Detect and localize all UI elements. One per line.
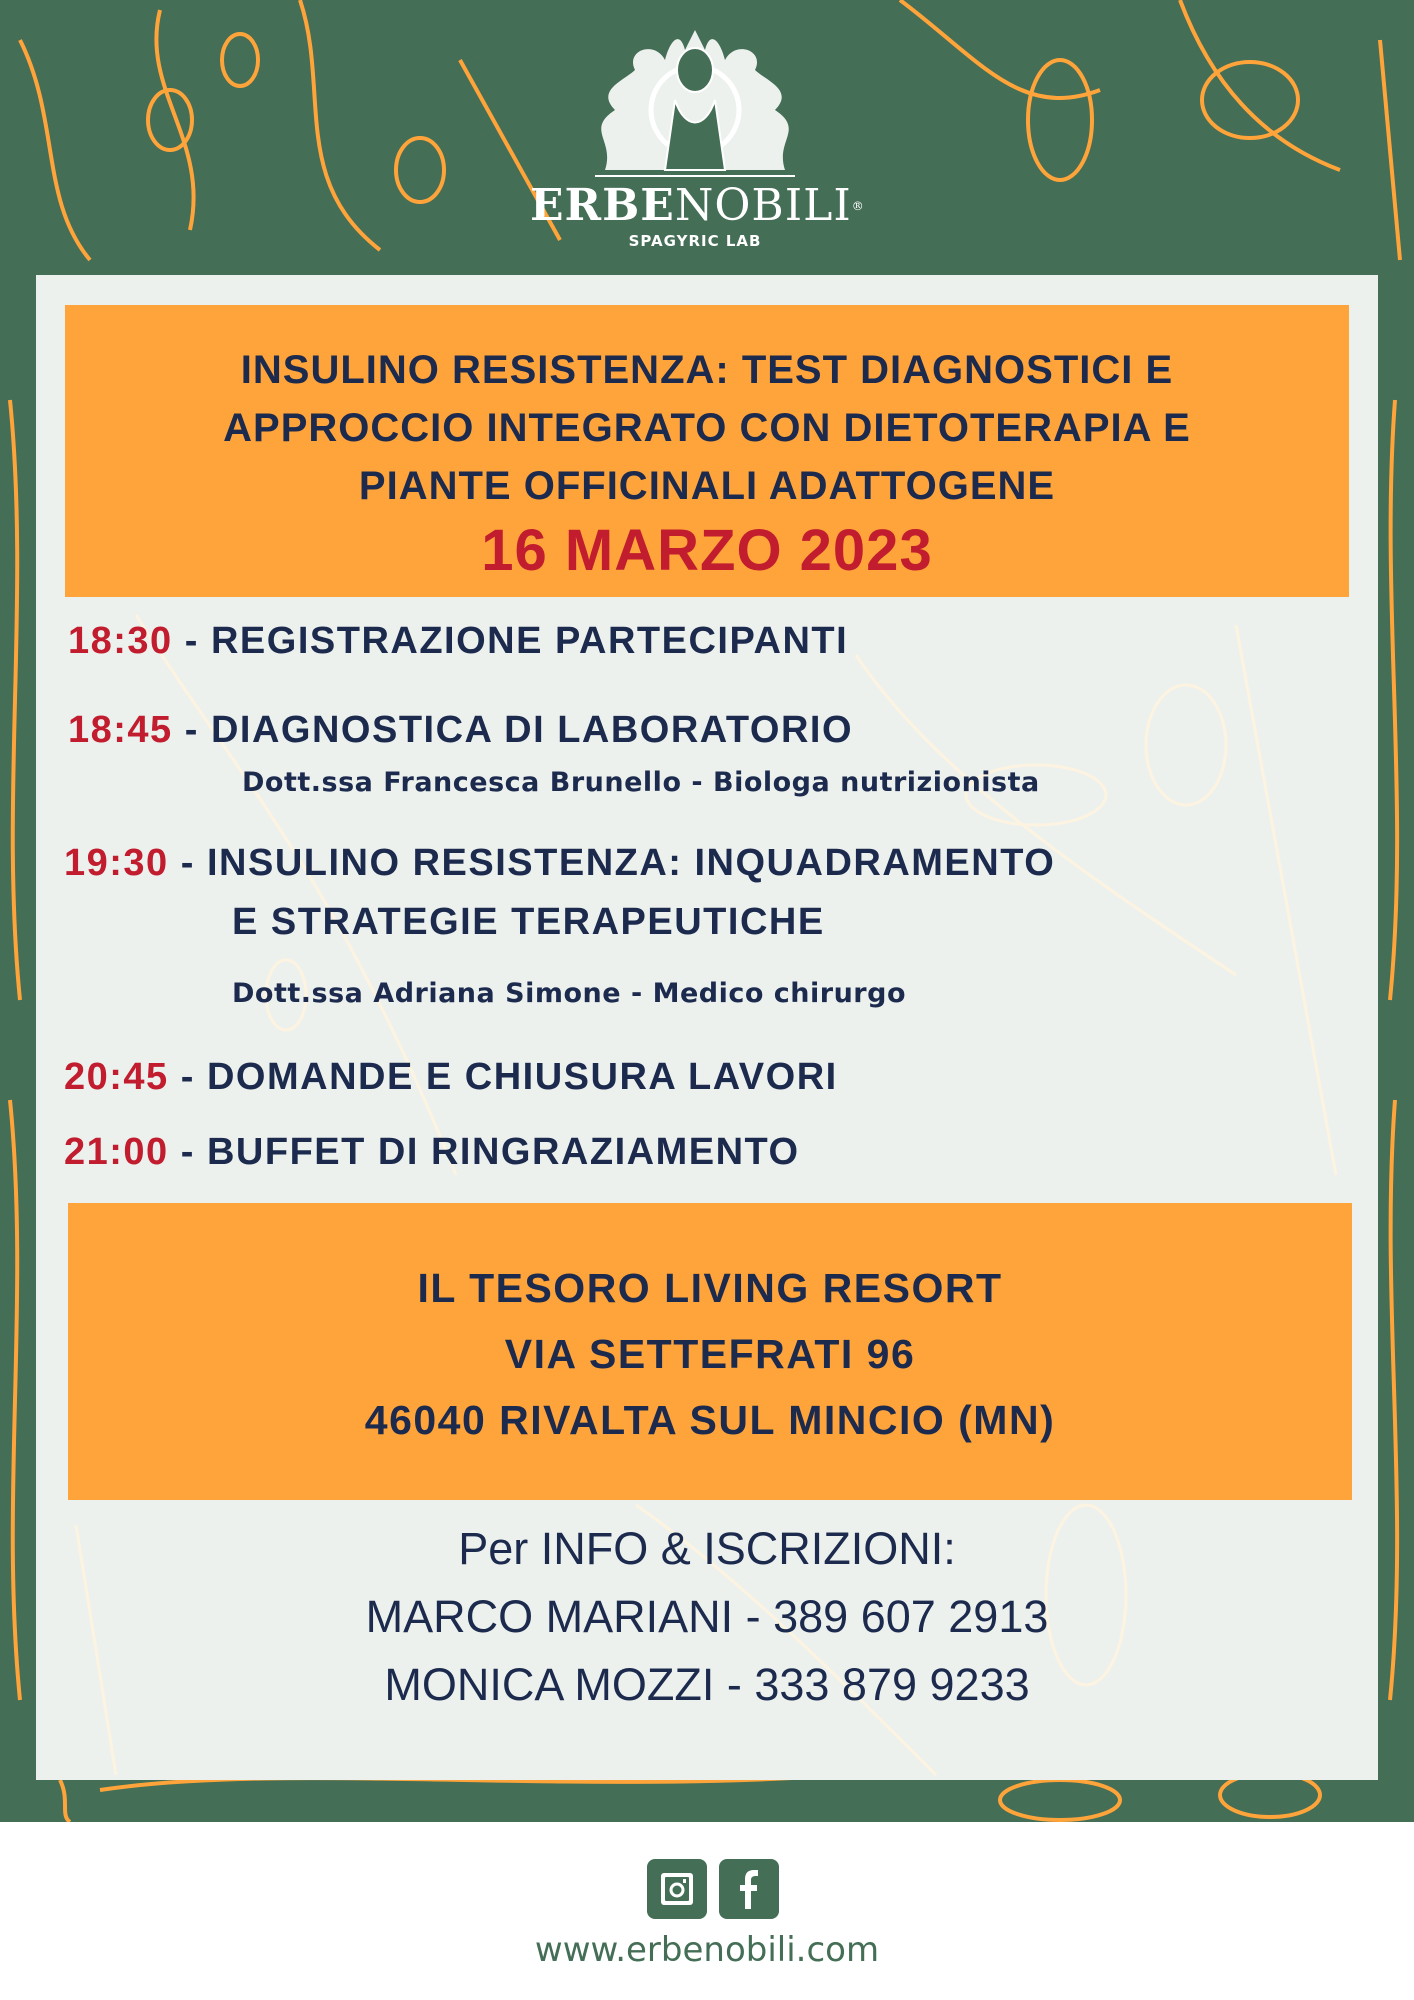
separator: - (168, 1056, 207, 1098)
contact-person: MARCO MARIANI - 389 607 2913 (365, 1591, 1049, 1642)
schedule-item (68, 620, 848, 663)
social-links (647, 1859, 779, 1919)
facebook-button[interactable] (719, 1859, 779, 1919)
event-title-line: PIANTE OFFICINALI ADATTOGENE (358, 464, 1056, 508)
event-title (65, 341, 1349, 515)
schedule-item (68, 709, 853, 752)
instagram-button[interactable] (647, 1859, 707, 1919)
venue-street: VIA SETTEFRATI 96 (504, 1331, 916, 1377)
contact-person: MONICA MOZZI - 333 879 9233 (384, 1659, 1030, 1710)
sun-figure-emblem-icon (575, 30, 815, 180)
separator: - (168, 842, 207, 884)
schedule-time: 18:30 (68, 620, 173, 662)
event-title-banner (65, 305, 1349, 597)
schedule-speaker: Dott.ssa Adriana Simone - Medico chirurgo (232, 978, 906, 1009)
contact-heading: Per INFO & ISCRIZIONI: (458, 1523, 956, 1574)
venue-city: 46040 RIVALTA SUL MINCIO (MN) (364, 1397, 1056, 1443)
schedule-title: INSULINO RESISTENZA: INQUADRAMENTO (206, 842, 1056, 884)
event-title-line: APPROCCIO INTEGRATO CON DIETOTERAPIA E (223, 406, 1191, 450)
schedule-item (64, 1131, 800, 1174)
website-link[interactable]: www.erbenobili.com (534, 1930, 880, 1970)
event-date: 16 MARZO 2023 (481, 518, 933, 583)
schedule-time: 18:45 (68, 709, 173, 751)
separator: - (172, 620, 211, 662)
schedule-title: BUFFET DI RINGRAZIAMENTO (206, 1131, 800, 1173)
brand-wordmark: ERBENOBILI® (530, 180, 865, 231)
schedule-speaker: Dott.ssa Francesca Brunello - Biologa nutrizionista (242, 767, 1040, 798)
event-title-line: INSULINO RESISTENZA: TEST DIAGNOSTICI E (240, 348, 1174, 392)
schedule-time: 19:30 (64, 842, 169, 884)
content-panel (36, 275, 1378, 1780)
schedule-time: 20:45 (64, 1056, 169, 1098)
schedule-title: DIAGNOSTICA DI LABORATORIO (210, 709, 854, 751)
schedule-title: REGISTRAZIONE PARTECIPANTI (210, 620, 849, 662)
schedule-item (64, 1056, 838, 1099)
separator: - (168, 1131, 207, 1173)
schedule-title-continuation: E STRATEGIE TERAPEUTICHE (232, 901, 825, 943)
separator: - (172, 709, 211, 751)
contact-info (36, 1515, 1378, 1719)
facebook-icon (729, 1867, 769, 1911)
footer (0, 1822, 1414, 2000)
brand-tagline: SPAGYRIC LAB (628, 232, 762, 250)
erbenobili-logo (530, 30, 865, 250)
schedule-time: 21:00 (64, 1131, 169, 1173)
venue-name: IL TESORO LIVING RESORT (417, 1265, 1003, 1311)
schedule-item (64, 842, 1055, 885)
venue-address (68, 1255, 1352, 1453)
instagram-icon (657, 1869, 697, 1909)
schedule-title: DOMANDE E CHIUSURA LAVORI (206, 1056, 838, 1098)
venue-banner (68, 1203, 1352, 1500)
